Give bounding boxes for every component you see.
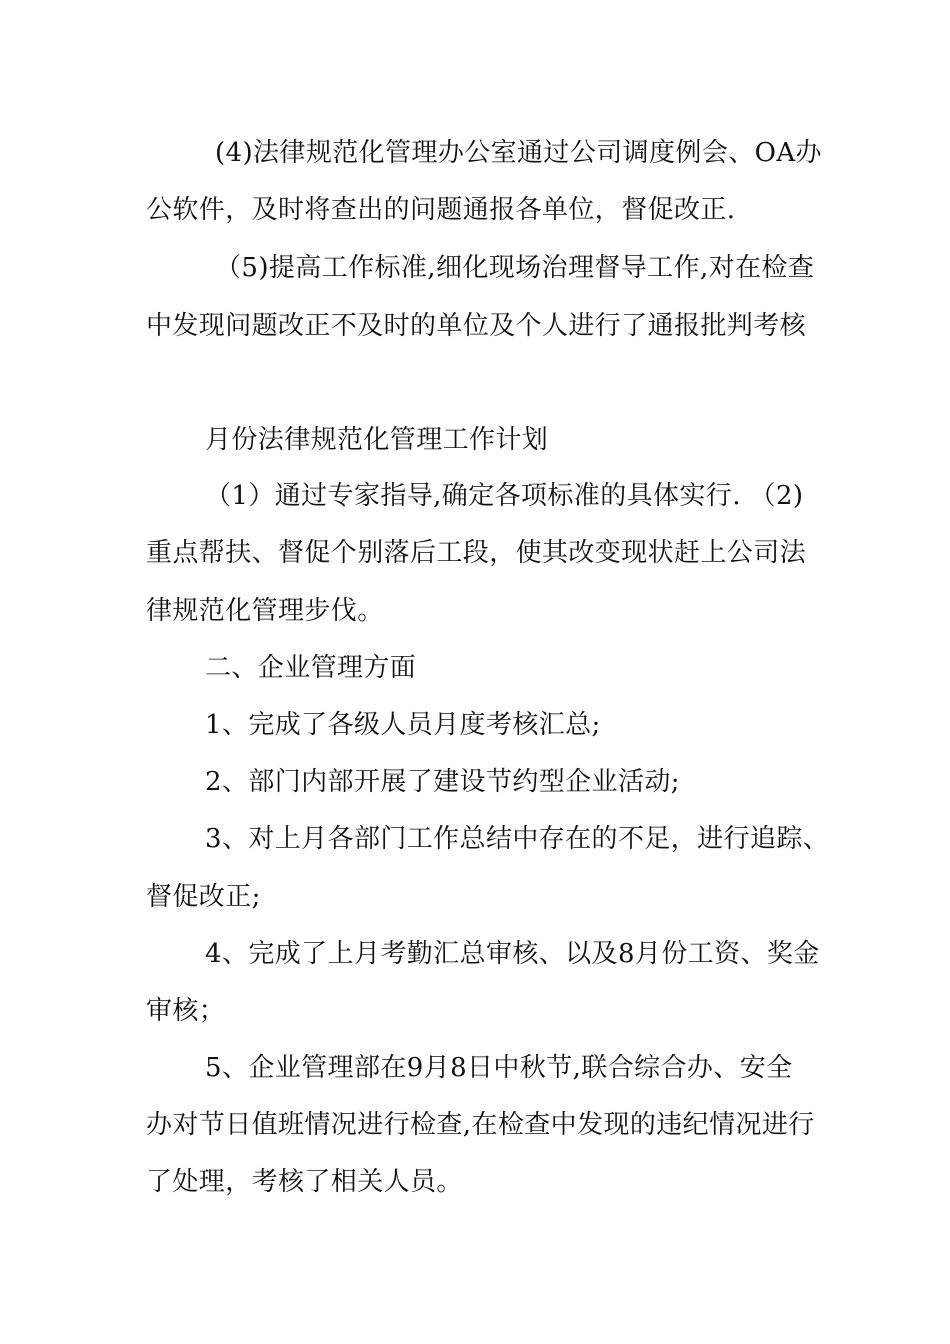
list-item-continuation: 督促改正; — [146, 882, 261, 912]
paragraph-line: 中发现问题改正不及时的单位及个人进行了通报批判考核 — [146, 311, 807, 341]
list-item: 5、企业管理部在9月8日中秋节,联合综合办、安全 — [205, 1053, 793, 1083]
list-item-continuation: 审核； — [146, 996, 226, 1026]
list-item-continuation: 了处理，考核了相关人员。 — [146, 1167, 463, 1197]
paragraph-line: （1）通过专家指导,确定各项标准的具体实行. （2) — [205, 481, 804, 511]
paragraph-line: 律规范化管理步伐。 — [146, 596, 384, 626]
section-heading: 二、企业管理方面 — [205, 653, 417, 683]
paragraph-line: 公软件，及时将查出的问题通报各单位，督促改正. — [146, 195, 736, 225]
list-item: 2、部门内部开展了建设节约型企业活动; — [205, 767, 680, 797]
paragraph-line: （5)提高工作标准,细化现场治理督导工作,对在检查 — [215, 253, 815, 283]
section-heading: 月份法律规范化管理工作计划 — [205, 425, 549, 455]
paragraph-line: (4)法律规范化管理办公室通过公司调度例会、OA办 — [215, 138, 822, 168]
list-item-continuation: 办对节日值班情况进行检查,在检查中发现的违纪情况进行 — [146, 1110, 815, 1140]
list-item: 4、完成了上月考勤汇总审核、以及8月份工资、奖金 — [205, 939, 820, 969]
paragraph-line: 重点帮扶、督促个别落后工段，使其改变现状赶上公司法 — [146, 538, 807, 568]
list-item: 1、完成了各级人员月度考核汇总; — [205, 710, 601, 740]
list-item: 3、对上月各部门工作总结中存在的不足，进行追踪、 — [205, 824, 830, 854]
